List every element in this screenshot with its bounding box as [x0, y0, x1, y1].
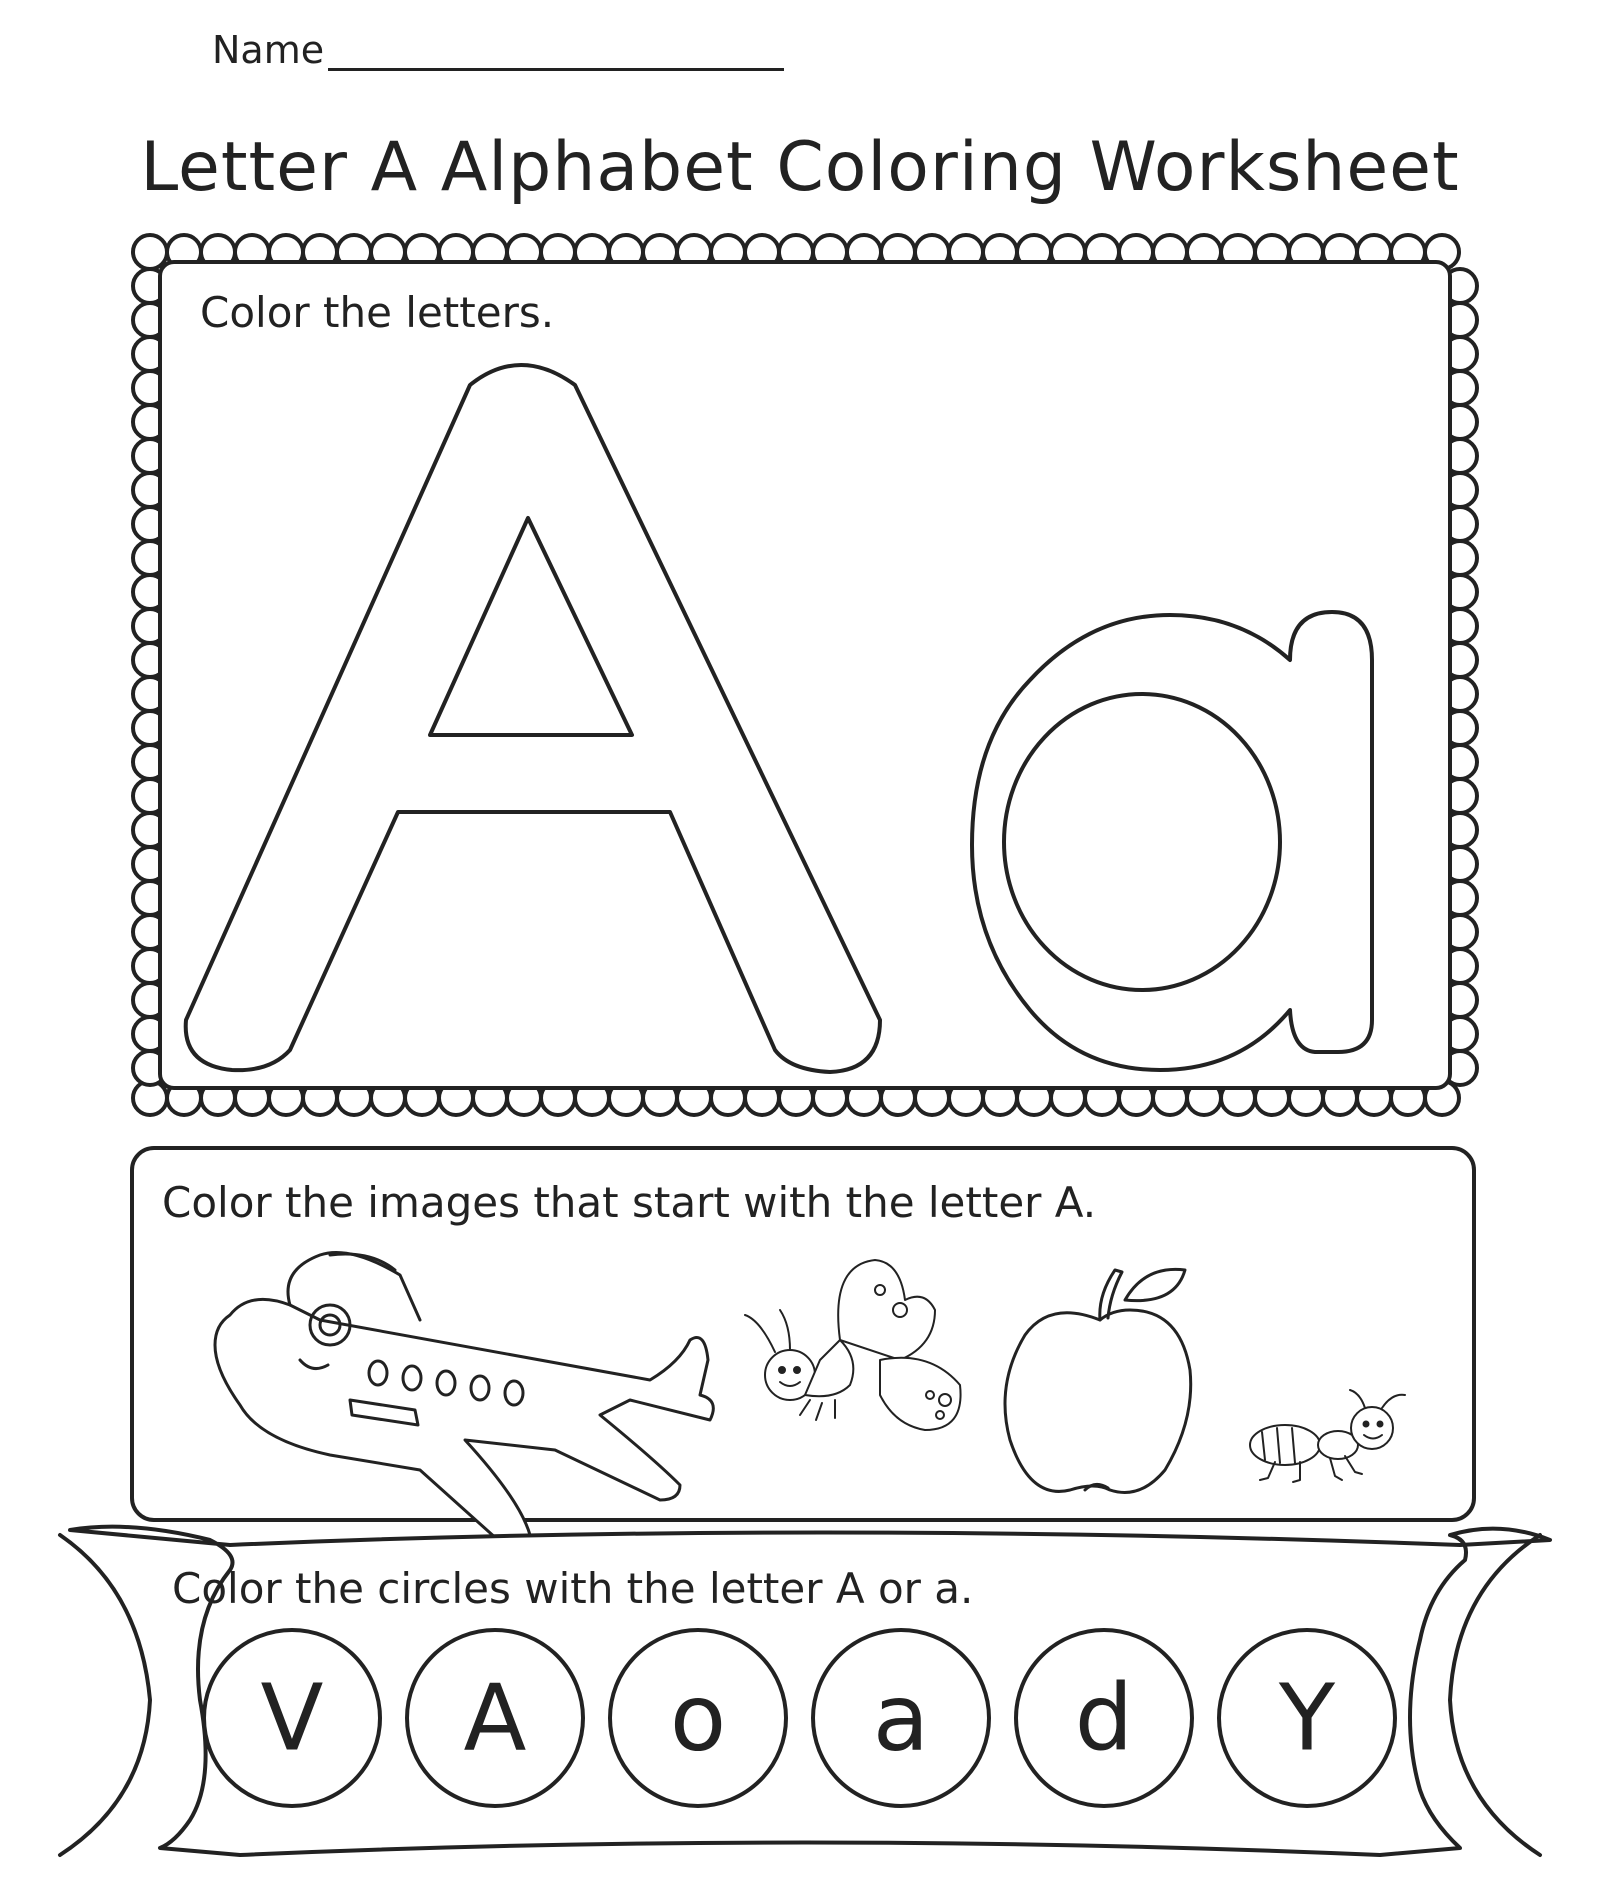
- outline-lowercase-a[interactable]: [972, 612, 1372, 1070]
- letter-circle[interactable]: [1219, 1630, 1395, 1806]
- letter-circle[interactable]: [407, 1630, 583, 1806]
- circles-instruction: Color the circles with the letter A or a.: [172, 1564, 974, 1613]
- letter-circle-label: A: [463, 1664, 527, 1772]
- banner-left-curl: [60, 1535, 150, 1855]
- letter-circle-label: V: [260, 1664, 324, 1772]
- letters-instruction: Color the letters.: [200, 288, 555, 337]
- images-instruction: Color the images that start with the letter A.: [162, 1178, 1097, 1227]
- letter-circle-label: Y: [1278, 1664, 1336, 1772]
- banner-right-curl: [1450, 1535, 1540, 1855]
- letter-circle-label: o: [669, 1664, 727, 1772]
- letter-circle[interactable]: [813, 1630, 989, 1806]
- name-label: Name: [212, 28, 325, 72]
- letter-circle[interactable]: [1016, 1630, 1192, 1806]
- letter-circle-label: d: [1074, 1664, 1134, 1772]
- letter-circle-label: a: [872, 1664, 930, 1772]
- letter-circle[interactable]: [204, 1630, 380, 1806]
- scallop: [133, 235, 167, 269]
- worksheet-title: Letter A Alphabet Coloring Worksheet: [140, 128, 1460, 207]
- letter-circle[interactable]: [610, 1630, 786, 1806]
